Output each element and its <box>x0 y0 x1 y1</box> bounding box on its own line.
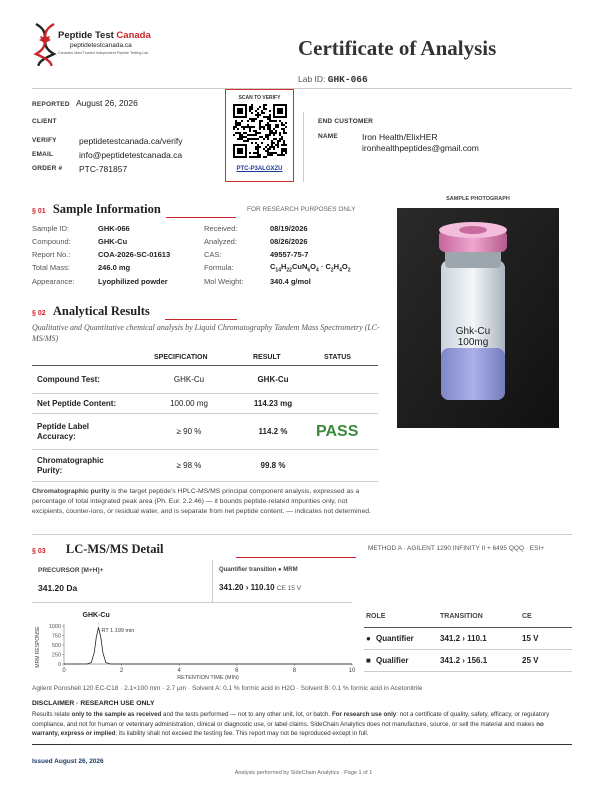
section1-header <box>32 202 161 217</box>
section3-num: § 03 <box>32 548 46 555</box>
reported-label: REPORTED <box>32 101 70 108</box>
qr-code-text[interactable]: PTC-P3ALGXZU <box>236 166 283 172</box>
results-header <box>32 350 378 366</box>
vial-label-line1: Ghk-Cu <box>455 326 491 337</box>
quantifier-transition <box>219 583 301 592</box>
mrm-transition: 341.2 › 156.1 <box>440 656 488 665</box>
col-status: STATUS <box>324 354 351 361</box>
info-key: Total Mass: <box>32 263 70 273</box>
x-tick-label: 2 <box>119 668 124 674</box>
section3-header <box>32 542 163 557</box>
qr-verify-box[interactable] <box>225 89 294 182</box>
brand-name <box>58 30 151 41</box>
brand-tagline: Canada's Most Trusted Independent Peptide Testing Lab <box>58 51 149 55</box>
end-customer-name: Iron Health/ElixHER <box>362 132 438 142</box>
col-specification: SPECIFICATION <box>154 354 208 361</box>
mrm-row <box>364 628 572 650</box>
x-tick-label: 6 <box>235 668 239 674</box>
result-test: Compound Test: <box>37 375 100 384</box>
result-spec: 100.00 mg <box>170 398 208 408</box>
reported-date: August 26, 2026 <box>75 98 138 108</box>
result-value: 114.2 % <box>258 426 288 436</box>
email-link[interactable]: info@peptidetestcanada.ca <box>79 150 183 160</box>
info-value: 08/19/2026 <box>270 224 308 233</box>
info-key: CAS: <box>204 250 222 259</box>
qr-code-icon <box>233 104 287 160</box>
section1-num: § 01 <box>32 208 46 215</box>
footnote-text: is the target peptide's HPLC-MS/MS principal component analysis, expressed as a percentage of total integrated peak area (Ph. Eur. 2.2.46) — it bounds peptide-related impurities only, not excipients, counter-ions, or residual water, and is separate from net peptide content. — indicates not determined. <box>32 488 371 515</box>
info-key: Report No.: <box>32 250 71 259</box>
brand-name-part2: Canada <box>116 30 151 41</box>
y-tick-label: 250 <box>51 652 61 659</box>
mrm-col-transition: TRANSITION <box>440 613 483 620</box>
header-divider <box>32 88 572 89</box>
mrm-header <box>364 610 572 628</box>
info-key: Received: <box>204 224 238 233</box>
x-tick-label: 4 <box>177 668 181 674</box>
reported <box>32 98 138 108</box>
detail-divider <box>32 602 352 603</box>
sample-info-row <box>32 248 395 261</box>
lab-id-label: Lab ID: <box>298 74 326 84</box>
brand-name-part1: Peptide Test <box>58 30 117 41</box>
info-key: Appearance: <box>32 276 75 286</box>
vial-label-line2: 100mg <box>457 337 489 348</box>
info-key: Sample ID: <box>32 224 70 233</box>
y-tick-label: 1000 <box>48 624 61 630</box>
mrm-col-role: ROLE <box>366 613 386 620</box>
result-spec: GHK-Cu <box>173 375 205 384</box>
verify-link[interactable]: peptidetestcanada.ca/verify <box>79 136 183 146</box>
info-value: Lyophilized powder <box>98 276 168 286</box>
disclaimer-t4: ; its liability shall not exceed the testing fee. This report may not be reproduced except in full. <box>115 730 369 737</box>
performed-by: Analysis performed by SideChain Analytics · Page 1 of 1 <box>234 770 373 776</box>
result-row <box>32 450 378 482</box>
vertical-divider <box>303 112 304 182</box>
section2-num: § 02 <box>32 310 46 317</box>
x-tick-label: 0 <box>62 668 66 674</box>
result-spec: ≥ 90 % <box>176 426 202 436</box>
section1-underline <box>166 217 236 218</box>
sample-info-row <box>32 222 395 235</box>
info-value: GHK-066 <box>98 224 130 233</box>
section3-title: LC-MS/MS Detail <box>65 542 164 556</box>
brand-site: peptidetestcanada.ca <box>70 42 132 49</box>
client-heading: CLIENT <box>32 118 57 125</box>
sample-info-row <box>32 235 395 248</box>
x-tick-label: 10 <box>348 668 356 674</box>
qualifier-square-icon: ■ <box>366 656 371 665</box>
mrm-role: Qualifier <box>376 656 409 665</box>
info-key: Compound: <box>32 237 71 246</box>
section2-header <box>32 304 150 319</box>
disclaimer-b1: only to the sample as received <box>71 711 162 718</box>
order-label: ORDER # <box>32 165 63 172</box>
result-row <box>32 367 378 394</box>
y-tick-label: 750 <box>51 633 61 640</box>
disclaimer-text <box>32 710 572 739</box>
quantifier-circle-icon: ● <box>366 634 371 643</box>
quantifier-ce: CE 15 V <box>276 585 302 592</box>
y-tick-label: 0 <box>57 662 61 668</box>
y-tick-label: 500 <box>51 643 61 649</box>
info-value: GHK-Cu <box>98 237 128 246</box>
lab-id-value: GHK-066 <box>327 74 368 85</box>
page-title: Certificate of Analysis <box>298 36 497 60</box>
precursor-divider <box>212 560 213 602</box>
result-test: Peptide Label Accuracy: <box>37 421 90 441</box>
info-value: $C_{14}H_{22}CuN_6O_4 \cdot C_2H_4O_2$ <box>270 262 351 274</box>
qr-caption: SCAN TO VERIFY <box>238 95 281 101</box>
result-test: Net Peptide Content: <box>37 398 117 408</box>
info-value: 49557-75-7 <box>270 250 309 259</box>
end-customer-email[interactable]: ironhealthpeptides@gmail.com <box>362 143 479 153</box>
result-test: Chromatographic Purity: <box>37 455 104 475</box>
footer-divider <box>32 744 572 745</box>
lab-id <box>298 74 368 85</box>
mrm-ce: 25 V <box>522 656 539 665</box>
precursor-label: PRECURSOR [M+H]+ <box>38 567 104 574</box>
disclaimer-t3: : not a certificate of quality, safety, efficacy, or regulatory compliance, and not for human or veterinary administration, clinical or diagnostic use, or label claims. SideChain Analytics does not manufacture, source, or sell the material and makes <box>32 711 550 728</box>
result-row <box>32 394 378 414</box>
logo <box>32 22 58 66</box>
section2-subtitle: Qualitative and Quantitative chemical analysis by Liquid Chromatography Tandem Mass Spectrometry (LC-MS/MS) <box>32 323 380 343</box>
sample-info-row <box>32 261 395 275</box>
result-value: GHK-Cu <box>257 375 289 384</box>
email-label: EMAIL <box>32 151 54 158</box>
mrm-row <box>364 650 572 672</box>
disclaimer-t1: Results relate <box>32 711 72 718</box>
x-tick-label: 8 <box>292 668 297 674</box>
column-info: Agilent Poroshell 120 EC-C18 · 2.1×100 mm · 2.7 µm · Solvent A: 0.1 % formic acid in H2O · Solvent B: 0.1 % formic acid in Acetonitrile <box>32 685 423 692</box>
end-customer-heading: END CUSTOMER <box>318 118 374 125</box>
x-axis-label: RETENTION TIME (MIN) <box>177 675 239 680</box>
sample-photograph <box>397 208 559 428</box>
sample-info-row <box>32 275 395 288</box>
mrm-role: Quantifier <box>376 634 414 643</box>
section2-divider <box>32 534 572 535</box>
precursor-value: 341.20 Da <box>38 583 78 593</box>
section2-title: Analytical Results <box>52 304 150 318</box>
peak-title: GHK-Cu <box>82 612 110 619</box>
verify-label: VERIFY <box>32 137 57 144</box>
peak-annotation: RT 1.199 min <box>101 628 135 634</box>
mrm-ce: 15 V <box>522 634 539 643</box>
col-result: RESULT <box>253 354 281 361</box>
info-value: 246.0 mg <box>98 263 131 273</box>
info-value: 340.4 g/mol <box>270 276 311 286</box>
section3-underline <box>236 557 356 558</box>
info-value: 08/26/2026 <box>270 237 308 246</box>
research-note: FOR RESEARCH PURPOSES ONLY <box>247 206 356 213</box>
status-badge: PASS <box>316 423 359 440</box>
result-value: 99.8 % <box>260 460 286 470</box>
mrm-transition: 341.2 › 110.1 <box>440 634 487 643</box>
info-key: Formula: <box>204 263 234 273</box>
result-spec: ≥ 98 % <box>176 460 202 470</box>
disclaimer-t2: and the tests performed — not to any other unit, lot, or batch. <box>161 711 332 718</box>
photo-caption: SAMPLE PHOTOGRAPH <box>446 196 510 202</box>
purity-footnote <box>32 487 378 517</box>
section1-title: Sample Information <box>52 202 161 216</box>
info-value: COA-2026-SC-01613 <box>98 250 171 259</box>
mrm-col-ce: CE <box>522 613 532 620</box>
y-axis-label: MRM RESPONSE <box>35 626 41 668</box>
section2-underline <box>165 319 237 320</box>
vial-label <box>441 326 505 348</box>
disclaimer-b2: For research use only <box>331 711 397 718</box>
chromatogram <box>30 604 360 680</box>
quantifier-value: 341.20 › 110.10 <box>219 583 275 592</box>
sample-info-table <box>32 222 395 288</box>
disclaimer-b3: no warranty, express or implied <box>32 720 544 737</box>
quantifier-label: Quantifier transition ● MRM <box>219 567 298 573</box>
info-key: Analyzed: <box>204 237 237 246</box>
disclaimer-heading: DISCLAIMER · RESEARCH USE ONLY <box>32 700 155 707</box>
result-value: 114.23 mg <box>253 398 293 408</box>
end-customer-name-label: NAME <box>318 133 338 140</box>
issued-date: Issued August 26, 2026 <box>32 758 104 765</box>
footnote-bold: Chromatographic purity <box>32 488 110 495</box>
order-number: PTC-781857 <box>79 164 128 174</box>
method-info: METHOD A · AGILENT 1290 INFINITY II + 6495 QQQ · ESI+ <box>368 545 545 552</box>
info-key: Mol Weight: <box>204 276 244 286</box>
